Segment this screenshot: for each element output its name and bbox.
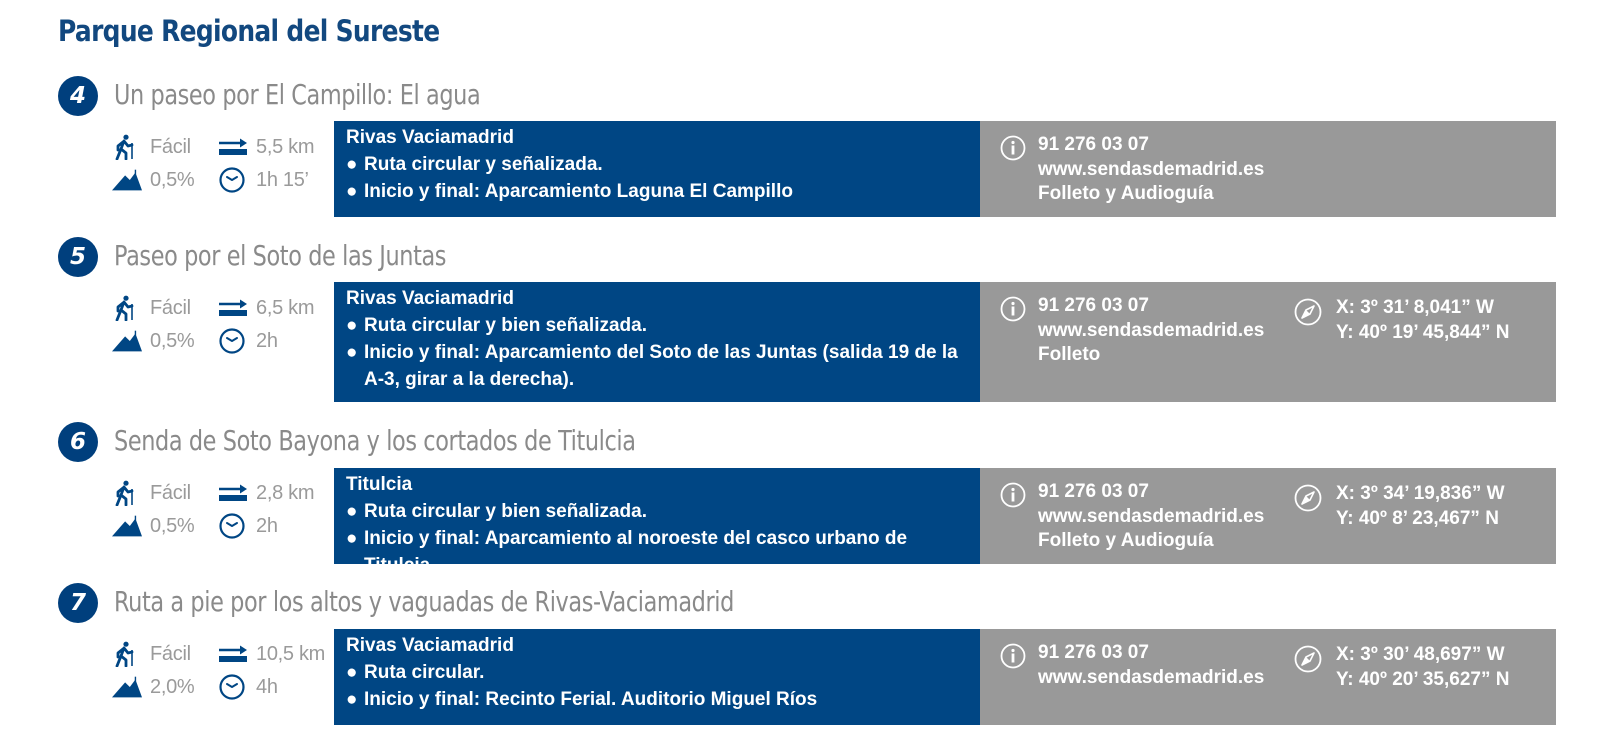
distance-stat xyxy=(218,294,314,322)
route-number-badge: 7 xyxy=(58,583,98,623)
website-link[interactable]: www.sendasdemadrid.es xyxy=(1038,158,1265,180)
info-icon xyxy=(1000,482,1026,508)
route-number-badge: 6 xyxy=(58,422,98,462)
slope-value: 0,5% xyxy=(150,329,195,352)
hiker-icon xyxy=(112,294,142,322)
contact-info xyxy=(1038,133,1264,207)
website-link[interactable]: www.sendasdemadrid.es xyxy=(1038,319,1265,341)
compass-icon xyxy=(1294,484,1322,512)
duration-value: 4h xyxy=(256,675,278,698)
route-description-panel xyxy=(334,468,980,576)
duration-value: 1h 15’ xyxy=(256,168,309,191)
route-5 xyxy=(0,235,1600,405)
route-info-panel xyxy=(980,629,1556,725)
route-title: Senda de Soto Bayona y los cortados de Titulcia xyxy=(114,424,636,457)
route-description-panel xyxy=(334,282,980,402)
coordinates xyxy=(1336,296,1509,345)
list-item: ● Inicio y final: Aparcamiento al noroeste del casco urbano de Titulcia xyxy=(346,525,968,579)
route-description-panel xyxy=(334,629,980,725)
route-title: Paseo por el Soto de las Juntas xyxy=(114,239,447,272)
hiker-icon xyxy=(112,479,142,507)
slope-stat xyxy=(112,166,194,194)
slope-value: 0,5% xyxy=(150,514,195,537)
clock-icon xyxy=(218,673,248,701)
coordinates xyxy=(1336,482,1505,531)
list-item: ● Ruta circular y bien señalizada. xyxy=(346,498,968,525)
list-item: ● Inicio y final: Aparcamiento Laguna El Campillo xyxy=(346,178,968,205)
mountain-icon xyxy=(112,673,142,701)
difficulty-stat xyxy=(112,640,191,668)
difficulty-stat xyxy=(112,133,191,161)
info-icon xyxy=(1000,135,1026,161)
bullet-text: Inicio y final: Aparcamiento al noroeste del casco urbano de Titulcia xyxy=(364,528,908,576)
coordinates xyxy=(1336,643,1509,692)
contact-info xyxy=(1038,480,1264,554)
difficulty-stat xyxy=(112,294,191,322)
difficulty-value: Fácil xyxy=(150,135,191,158)
slope-value: 0,5% xyxy=(150,168,195,191)
route-info-panel xyxy=(980,121,1556,217)
coordinate-x: X: 3º 31’ 8,041” W xyxy=(1336,297,1494,318)
phone-number: 91 276 03 07 xyxy=(1038,134,1149,155)
distance-value: 2,8 km xyxy=(256,481,315,504)
route-title: Ruta a pie por los altos y vaguadas de Rivas-Vaciamadrid xyxy=(114,585,734,618)
bullet-text: Ruta circular y bien señalizada. xyxy=(364,315,647,336)
arrows-distance-icon xyxy=(218,294,248,322)
phone-number: 91 276 03 07 xyxy=(1038,481,1149,502)
bullet-text: Ruta circular. xyxy=(364,662,485,683)
town-name: Rivas Vaciamadrid xyxy=(346,288,514,309)
mountain-icon xyxy=(112,327,142,355)
slope-value: 2,0% xyxy=(150,675,195,698)
distance-stat xyxy=(218,479,314,507)
info-icon xyxy=(1000,643,1026,669)
duration-stat xyxy=(218,327,278,355)
route-info-panel xyxy=(980,282,1556,402)
distance-stat xyxy=(218,133,314,161)
coordinate-x: X: 3º 30’ 48,697” W xyxy=(1336,644,1505,665)
route-description-panel xyxy=(334,121,980,217)
bullet-text: Inicio y final: Recinto Ferial. Auditorio Miguel Ríos xyxy=(364,689,818,710)
slope-stat xyxy=(112,512,194,540)
slope-stat xyxy=(112,673,194,701)
clock-icon xyxy=(218,327,248,355)
compass-icon xyxy=(1294,645,1322,673)
arrows-distance-icon xyxy=(218,640,248,668)
duration-stat xyxy=(218,673,278,701)
duration-stat xyxy=(218,166,309,194)
route-7 xyxy=(0,581,1600,727)
website-link[interactable]: www.sendasdemadrid.es xyxy=(1038,505,1265,527)
website-link[interactable]: www.sendasdemadrid.es xyxy=(1038,666,1265,688)
difficulty-value: Fácil xyxy=(150,481,191,504)
clock-icon xyxy=(218,166,248,194)
list-item: ● Ruta circular y bien señalizada. xyxy=(346,312,968,339)
duration-stat xyxy=(218,512,278,540)
town-name: Titulcia xyxy=(346,474,413,495)
route-6 xyxy=(0,420,1600,576)
contact-info xyxy=(1038,641,1264,690)
list-item: ● Inicio y final: Recinto Ferial. Auditorio Miguel Ríos xyxy=(346,686,968,713)
hiker-icon xyxy=(112,133,142,161)
distance-value: 6,5 km xyxy=(256,296,315,319)
hiker-icon xyxy=(112,640,142,668)
arrows-distance-icon xyxy=(218,133,248,161)
difficulty-value: Fácil xyxy=(150,296,191,319)
contact-info xyxy=(1038,294,1264,368)
route-4 xyxy=(0,74,1600,219)
list-item: ● Inicio y final: Aparcamiento del Soto de las Juntas (salida 19 de la A-3, girar a la derecha). xyxy=(346,339,968,393)
bullet-text: Inicio y final: Aparcamiento del Soto de las Juntas (salida 19 de la A-3, girar a la derecha). xyxy=(364,342,958,390)
info-icon xyxy=(1000,296,1026,322)
bullet-text: Ruta circular y señalizada. xyxy=(364,154,603,175)
arrows-distance-icon xyxy=(218,479,248,507)
mountain-icon xyxy=(112,166,142,194)
route-title: Un paseo por El Campillo: El agua xyxy=(114,78,481,111)
bullet-text: Inicio y final: Aparcamiento Laguna El Campillo xyxy=(364,181,793,202)
town-name: Rivas Vaciamadrid xyxy=(346,635,514,656)
route-number-badge: 5 xyxy=(58,237,98,277)
list-item: ● Ruta circular y señalizada. xyxy=(346,151,968,178)
distance-value: 10,5 km xyxy=(256,642,326,665)
resources-text: Folleto y Audioguía xyxy=(1038,183,1214,204)
route-number-badge: 4 xyxy=(58,76,98,116)
coordinate-y: Y: 40º 8’ 23,467” N xyxy=(1336,507,1499,529)
phone-number: 91 276 03 07 xyxy=(1038,295,1149,316)
page-title: Parque Regional del Sureste xyxy=(58,14,440,48)
distance-value: 5,5 km xyxy=(256,135,315,158)
resources-text: Folleto xyxy=(1038,344,1101,365)
coordinate-y: Y: 40º 19’ 45,844” N xyxy=(1336,321,1510,343)
list-item: ● Ruta circular. xyxy=(346,659,968,686)
difficulty-value: Fácil xyxy=(150,642,191,665)
duration-value: 2h xyxy=(256,329,278,352)
town-name: Rivas Vaciamadrid xyxy=(346,127,514,148)
compass-icon xyxy=(1294,298,1322,326)
resources-text: Folleto y Audioguía xyxy=(1038,530,1214,551)
duration-value: 2h xyxy=(256,514,278,537)
bullet-text: Ruta circular y bien señalizada. xyxy=(364,501,647,522)
route-info-panel xyxy=(980,468,1556,564)
difficulty-stat xyxy=(112,479,191,507)
mountain-icon xyxy=(112,512,142,540)
clock-icon xyxy=(218,512,248,540)
phone-number: 91 276 03 07 xyxy=(1038,642,1149,663)
distance-stat xyxy=(218,640,325,668)
coordinate-x: X: 3º 34’ 19,836” W xyxy=(1336,483,1505,504)
slope-stat xyxy=(112,327,194,355)
coordinate-y: Y: 40º 20’ 35,627” N xyxy=(1336,668,1510,690)
